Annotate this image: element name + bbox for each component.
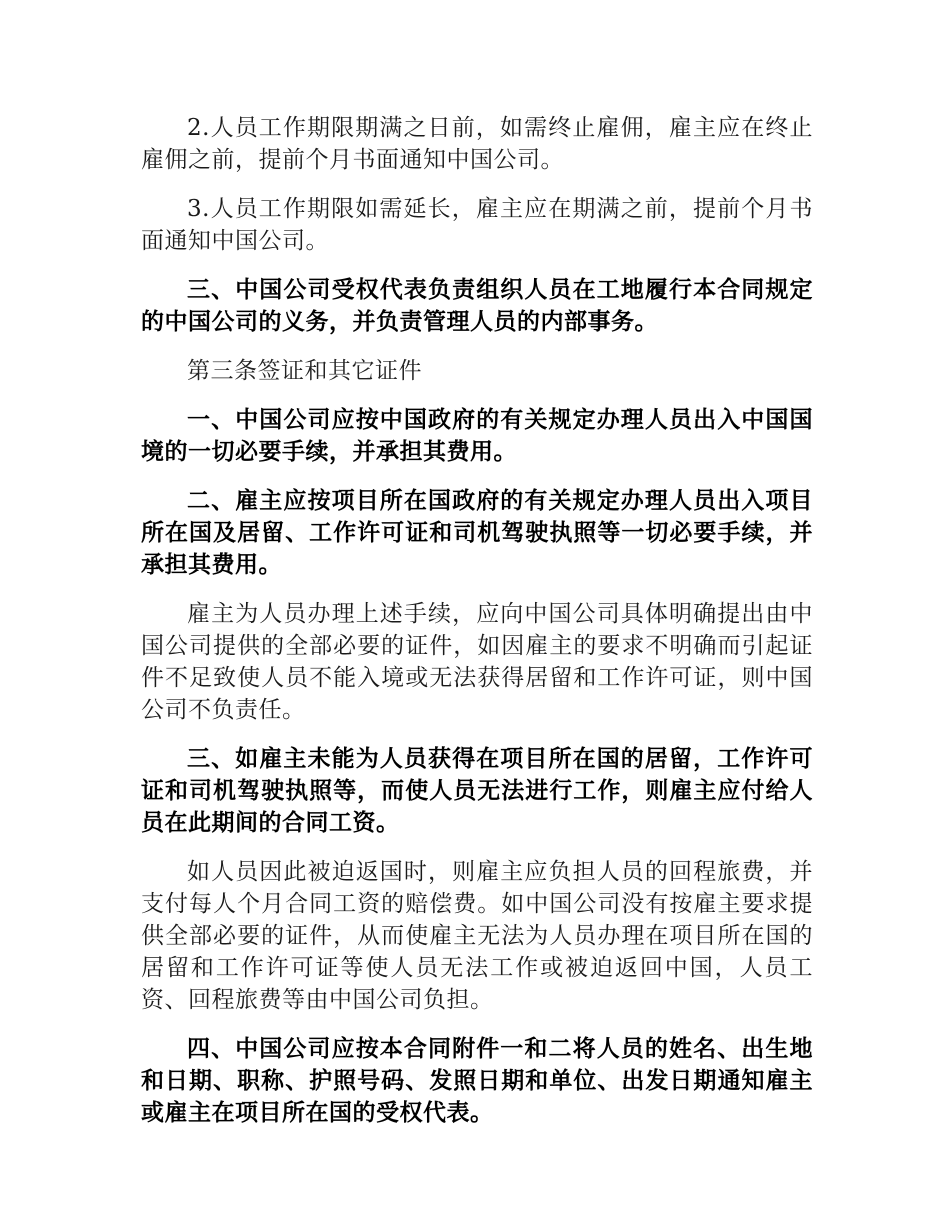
paragraph-employer-residence-permits: 二、雇主应按项目所在国政府的有关规定办理人员出入项目所在国及居留、工作许可证和司机驾驶执照等一切必要手续，并承担其费用。 — [141, 488, 813, 578]
paragraph-termination-notice: 2.人员工作期限期满之日前，如需终止雇佣，雇主应在终止雇佣之前，提前个月书面通知中国公司。 — [141, 115, 813, 173]
paragraph-document-requirements: 雇主为人员办理上述手续，应向中国公司具体明确提出由中国公司提供的全部必要的证件，如因雇主的要求不明确而引起证件不足致使人员不能入境或无法获得居留和工作许可证，则中国公司不负责任。 — [141, 601, 813, 723]
paragraph-unpaid-wages: 三、如雇主未能为人员获得在项目所在国的居留，工作许可证和司机驾驶执照等，而使人员无法进行工作，则雇主应付给人员在此期间的合同工资。 — [141, 746, 813, 836]
paragraph-authorized-representative: 三、中国公司受权代表负责组织人员在工地履行本合同规定的中国公司的义务，并负责管理人员的内部事务。 — [141, 277, 813, 335]
paragraph-personnel-notification: 四、中国公司应按本合同附件一和二将人员的姓名、出生地和日期、职称、护照号码、发照日期和单位、出发日期通知雇主或雇主在项目所在国的受权代表。 — [141, 1036, 813, 1126]
paragraph-repatriation-costs: 如人员因此被迫返国时，则雇主应负担人员的回程旅费，并支付每人个月合同工资的赔偿费。如中国公司没有按雇主要求提供全部必要的证件，从而使雇主无法为人员办理在项目所在国的居留和工作许可证等使人员无法工作或被迫返回中国，人员工资、回程旅费等由中国公司负担。 — [141, 859, 813, 1013]
article-heading-visas: 第三条签证和其它证件 — [187, 358, 422, 384]
paragraph-china-exit-procedures: 一、中国公司应按中国政府的有关规定办理人员出入中国国境的一切必要手续，并承担其费用。 — [141, 407, 813, 465]
document-page — [141, 112, 813, 1146]
paragraph-extension-notice: 3.人员工作期限如需延长，雇主应在期满之前，提前个月书面通知中国公司。 — [141, 196, 813, 254]
